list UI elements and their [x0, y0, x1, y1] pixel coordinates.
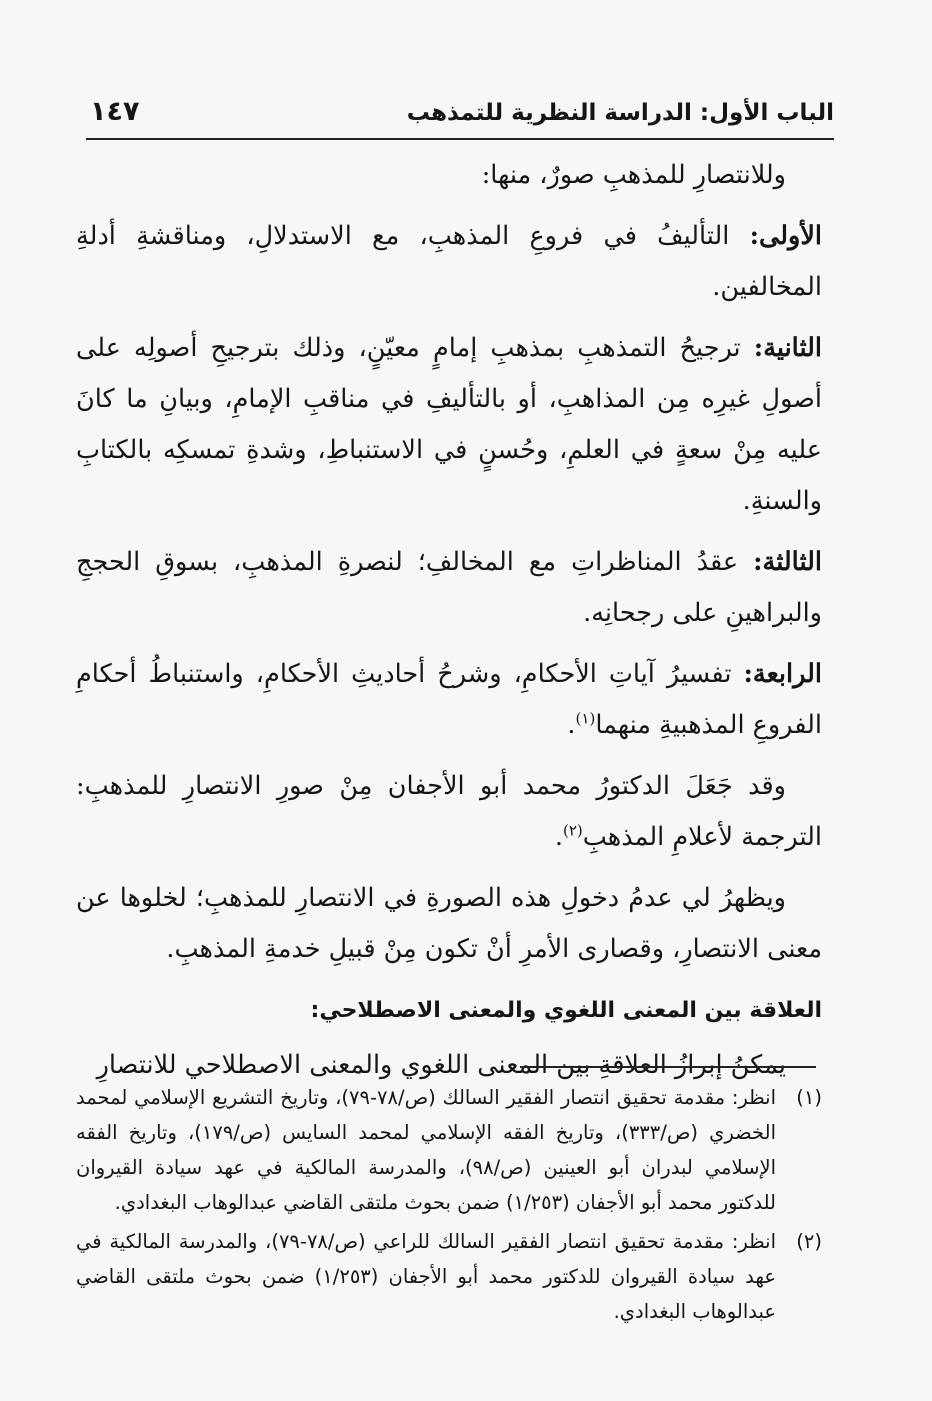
- footnote-ref: (٢): [562, 821, 583, 840]
- footnotes: [76, 1080, 822, 1333]
- footnote-text: انظر: مقدمة تحقيق انتصار الفقير السالك (ص/٧٨-٧٩)، وتاريخ التشريع الإسلامي لمحمد الخضري (ص/٣٣٣)، وتاريخ الفقه الإسلامي لمحمد السايس (ص/١٧٩)، وتاريخ الفقه الإسلامي لبدران أبو العينين (ص/٩٨)، والمدرسة المالكية في عهد سيادة القيروان للدكتور محمد أبو الأجفان (١/٢٥٣) ضمن بحوث ملتقى القاضي عبدالوهاب البغدادي.: [76, 1086, 776, 1214]
- paragraph-opinion: ويظهرُ لي عدمُ دخولِ هذه الصورةِ في الانتصارِ للمذهبِ؛ لخلوها عن معنى الانتصارِ، وقصارى الأمرِ أنْ تكون مِنْ قبيلِ خدمةِ المذهبِ.: [76, 883, 822, 964]
- footnote-item: [76, 1080, 822, 1220]
- running-title: الباب الأول: الدراسة النظرية للتمذهب: [406, 100, 834, 126]
- item-lead: الأولى:: [749, 221, 822, 251]
- item-lead: الثالثة:: [753, 547, 822, 577]
- paragraph-abu-alajfan: [76, 761, 822, 863]
- footnote-number: (١): [796, 1086, 822, 1109]
- item-text: عقدُ المناظراتِ مع المخالفِ؛ لنصرةِ المذهبِ، بسوقِ الحججِ والبراهينِ على رجحانِه.: [76, 547, 822, 628]
- section-heading: العلاقة بين المعنى اللغوي والمعنى الاصطلاحي:: [310, 998, 822, 1023]
- item-paragraph-2: [76, 323, 822, 527]
- page-number: ١٤٧: [90, 96, 140, 127]
- item-text: تفسيرُ آياتِ الأحكامِ، وشرحُ أحاديثِ الأحكامِ، واستنباطُ أحكامِ الفروعِ المذهبيةِ منهما: [76, 659, 822, 740]
- sentence-end: .: [567, 710, 576, 740]
- item-text: التأليفُ في فروعِ المذهبِ، مع الاستدلالِ، ومناقشةِ أدلةِ المخالفين.: [76, 221, 822, 302]
- main-text: [76, 150, 822, 1101]
- footnote-item: [76, 1224, 822, 1329]
- footnote-ref: (١): [575, 709, 596, 728]
- item-paragraph-4: [76, 649, 822, 751]
- page-header: [86, 94, 834, 140]
- item-text: ترجيحُ التمذهبِ بمذهبِ إمامٍ معيّنٍ، وذلك بترجيحِ أصولِه على أصولِ غيرِه مِن المذاهبِ، أو بالتأليفِ في مناقبِ الإمامِ، وبيانِ ما كانَ عليه مِنْ سعةٍ في العلمِ، وحُسنٍ في الاستنباطِ، وشدةِ تمسكِه بالكتابِ والسنةِ.: [76, 333, 822, 516]
- footnote-number: (٢): [796, 1230, 822, 1253]
- paragraph-relation: يمكنُ إبرازُ العلاقةِ بين المعنى اللغوي والمعنى الاصطلاحي للانتصارِ: [96, 1050, 786, 1080]
- footnote-text: انظر: مقدمة تحقيق انتصار الفقير السالك للراعي (ص/٧٨-٧٩)، والمدرسة المالكية في عهد سيادة القيروان للدكتور محمد أبو الأجفان (١/٢٥٣) ضمن بحوث ملتقى القاضي عبدالوهاب البغدادي.: [76, 1230, 776, 1323]
- item-lead: الثانية:: [753, 333, 822, 363]
- intro-paragraph: وللانتصارِ للمذهبِ صورٌ، منها:: [481, 160, 786, 190]
- sentence-end: .: [554, 822, 563, 852]
- footnote-separator: [520, 1066, 816, 1068]
- item-paragraph-1: [76, 211, 822, 313]
- item-lead: الرابعة:: [743, 659, 822, 689]
- paragraph-text: وقد جَعَلَ الدكتورُ محمد أبو الأجفان مِنْ صورِ الانتصارِ للمذهبِ: الترجمة لأعلامِ المذهبِ: [76, 771, 822, 852]
- item-paragraph-3: [76, 537, 822, 639]
